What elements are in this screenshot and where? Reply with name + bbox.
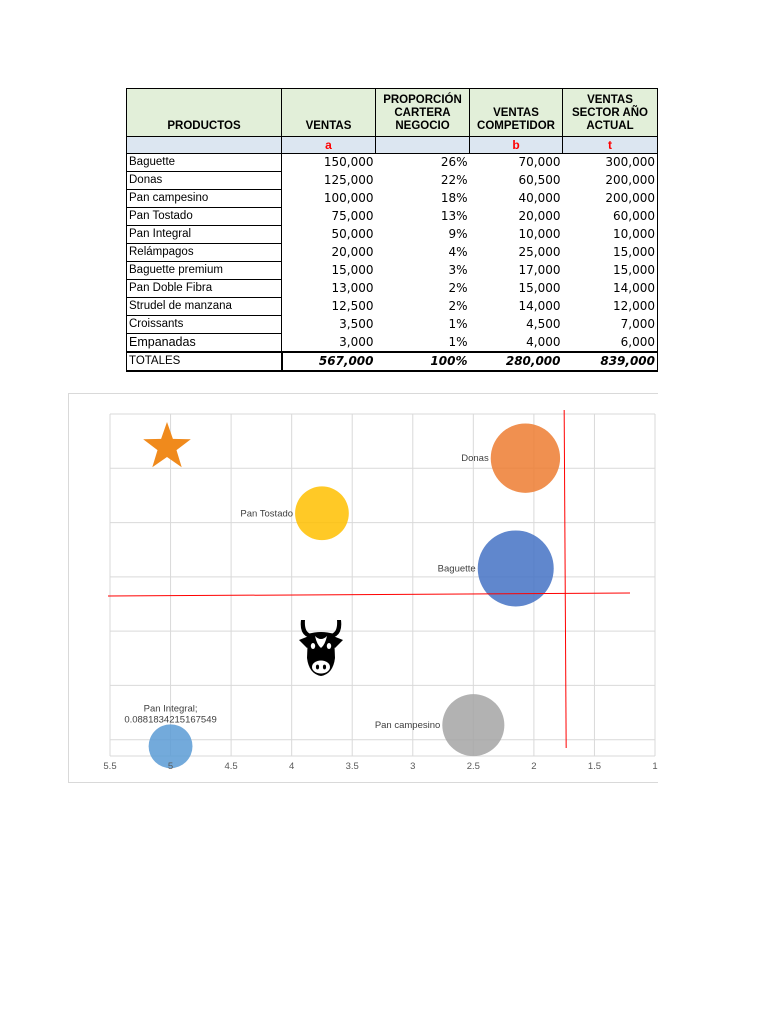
competidor-cell: 4,500 bbox=[526, 317, 561, 331]
table-row bbox=[127, 190, 658, 208]
total-sector: 839,000 bbox=[563, 352, 658, 371]
proporcion-cell: 26% bbox=[440, 155, 468, 170]
product-name-cell: Croissants bbox=[127, 316, 282, 334]
sector-cell: 10,000 bbox=[563, 226, 658, 244]
ventas-cell: 100,000 bbox=[323, 191, 374, 205]
data-label: Pan Tostado bbox=[240, 508, 294, 520]
proporcion-cell: 2% bbox=[448, 281, 468, 295]
table-row bbox=[127, 316, 658, 334]
star-icon bbox=[143, 422, 191, 467]
total-ventas: 567,000 bbox=[282, 352, 376, 371]
table-row bbox=[127, 262, 658, 280]
sector-cell: 6,000 bbox=[563, 334, 658, 353]
products-table bbox=[126, 88, 658, 372]
proporcion-cell: 2% bbox=[448, 299, 468, 313]
proporcion-cell: 3% bbox=[448, 263, 468, 277]
cow-icon bbox=[299, 620, 343, 676]
table-row bbox=[127, 298, 658, 316]
competidor-cell: 10,000 bbox=[518, 227, 561, 241]
cow-icon-part bbox=[323, 665, 326, 670]
cow-icon-part bbox=[312, 661, 330, 674]
letter-row bbox=[127, 137, 658, 154]
x-tick-label: 2 bbox=[531, 761, 537, 772]
header-cell bbox=[470, 89, 563, 137]
competidor-cell: 20,000 bbox=[518, 209, 561, 223]
totals-row bbox=[127, 352, 658, 371]
data-label: Pan campesino bbox=[374, 720, 441, 732]
letter-cell: b bbox=[470, 137, 563, 154]
competidor-cell: 40,000 bbox=[518, 191, 561, 205]
proporcion-cell: 13% bbox=[440, 209, 468, 223]
header-cell: VENTAS bbox=[282, 89, 376, 137]
cow-icon-part bbox=[327, 643, 331, 649]
data-label: Donas bbox=[461, 453, 489, 465]
ventas-cell: 3,000 bbox=[339, 334, 374, 349]
product-name-cell: Baguette bbox=[127, 154, 282, 172]
competidor-cell: 70,000 bbox=[518, 155, 561, 170]
proporcion-cell: 1% bbox=[448, 317, 468, 331]
letter-cell: t bbox=[563, 137, 658, 154]
sector-cell: 200,000 bbox=[563, 172, 658, 190]
sector-cell: 14,000 bbox=[563, 280, 658, 298]
sector-cell: 12,000 bbox=[563, 298, 658, 316]
table-row bbox=[127, 172, 658, 190]
data-label: 0.0881834215167549 bbox=[124, 714, 217, 726]
header-cell bbox=[563, 89, 658, 137]
table-row bbox=[127, 154, 658, 172]
sector-cell: 200,000 bbox=[563, 190, 658, 208]
x-tick-label: 4.5 bbox=[224, 761, 238, 772]
proporcion-cell: 1% bbox=[448, 334, 468, 349]
table-body bbox=[127, 154, 658, 372]
proporcion-cell: 18% bbox=[440, 191, 468, 205]
ventas-cell: 12,500 bbox=[331, 299, 374, 313]
x-tick-label: 3.5 bbox=[345, 761, 359, 772]
data-label: Pan Integral; bbox=[143, 703, 198, 715]
letter-cell bbox=[127, 137, 282, 154]
competidor-cell: 14,000 bbox=[518, 299, 561, 313]
divider-horizontal bbox=[108, 593, 630, 596]
ventas-cell: 50,000 bbox=[331, 227, 374, 241]
competidor-cell: 15,000 bbox=[518, 281, 561, 295]
bubble-3 bbox=[295, 486, 349, 540]
x-tick-label: 5 bbox=[167, 761, 174, 772]
product-name-cell: Empanadas bbox=[127, 334, 282, 353]
cow-icon-part bbox=[311, 643, 315, 649]
letter-cell bbox=[376, 137, 470, 154]
x-tick-label: 1 bbox=[652, 761, 658, 772]
cow-icon-part bbox=[316, 665, 319, 670]
sector-cell: 60,000 bbox=[563, 208, 658, 226]
totals-label: TOTALES bbox=[127, 352, 282, 371]
product-name-cell: Pan Tostado bbox=[127, 208, 282, 226]
bubble-0 bbox=[478, 530, 554, 606]
table-row bbox=[127, 334, 658, 353]
x-tick-label: 5.5 bbox=[103, 761, 117, 772]
product-name-cell: Donas bbox=[127, 172, 282, 190]
sector-cell: 7,000 bbox=[563, 316, 658, 334]
proporcion-cell: 4% bbox=[448, 245, 468, 259]
bubble-chart-svg bbox=[69, 394, 658, 782]
competidor-cell: 17,000 bbox=[518, 263, 561, 277]
ventas-cell: 125,000 bbox=[323, 173, 374, 187]
ventas-cell: 3,500 bbox=[339, 317, 374, 331]
ventas-cell: 13,000 bbox=[331, 281, 374, 295]
x-tick-label: 4 bbox=[289, 761, 295, 772]
total-proporcion: 100% bbox=[376, 352, 470, 371]
ventas-cell: 75,000 bbox=[331, 209, 374, 223]
header-cell bbox=[376, 89, 470, 137]
competidor-cell: 60,500 bbox=[518, 173, 561, 187]
total-competidor: 280,000 bbox=[470, 352, 563, 371]
table-row bbox=[127, 280, 658, 298]
product-name-cell: Baguette premium bbox=[127, 262, 282, 280]
sector-cell: 300,000 bbox=[563, 154, 658, 172]
table-row bbox=[127, 208, 658, 226]
sector-cell: 15,000 bbox=[563, 262, 658, 280]
header-text: PROPORCIÓN CARTERA NEGOCIO bbox=[383, 94, 462, 132]
proporcion-cell: 9% bbox=[448, 227, 468, 241]
product-name-cell: Strudel de manzana bbox=[127, 298, 282, 316]
header-text: VENTAS COMPETIDOR bbox=[477, 107, 555, 132]
competidor-cell: 25,000 bbox=[518, 245, 561, 259]
ventas-cell: 150,000 bbox=[323, 155, 374, 170]
product-name-cell: Relámpagos bbox=[127, 244, 282, 262]
competidor-cell: 4,000 bbox=[526, 334, 561, 349]
x-tick-label: 3 bbox=[410, 761, 416, 772]
header-text: VENTAS SECTOR AÑO ACTUAL bbox=[571, 94, 649, 132]
data-label: Baguette bbox=[437, 563, 476, 575]
bubble-1 bbox=[491, 423, 560, 492]
x-tick-label: 2.5 bbox=[466, 761, 480, 772]
header-cell: PRODUCTOS bbox=[127, 89, 282, 137]
proporcion-cell: 22% bbox=[440, 173, 468, 187]
bubble-2 bbox=[442, 694, 504, 756]
x-tick-label: 1.5 bbox=[587, 761, 602, 772]
divider-vertical bbox=[564, 410, 566, 748]
table-row bbox=[127, 226, 658, 244]
header-row bbox=[127, 89, 658, 137]
sector-cell: 15,000 bbox=[563, 244, 658, 262]
table-row bbox=[127, 244, 658, 262]
ventas-cell: 15,000 bbox=[331, 263, 374, 277]
product-name-cell: Pan Doble Fibra bbox=[127, 280, 282, 298]
product-name-cell: Pan campesino bbox=[127, 190, 282, 208]
letter-cell: a bbox=[282, 137, 376, 154]
product-name-cell: Pan Integral bbox=[127, 226, 282, 244]
ventas-cell: 20,000 bbox=[331, 245, 374, 259]
bubble-chart bbox=[68, 393, 658, 783]
